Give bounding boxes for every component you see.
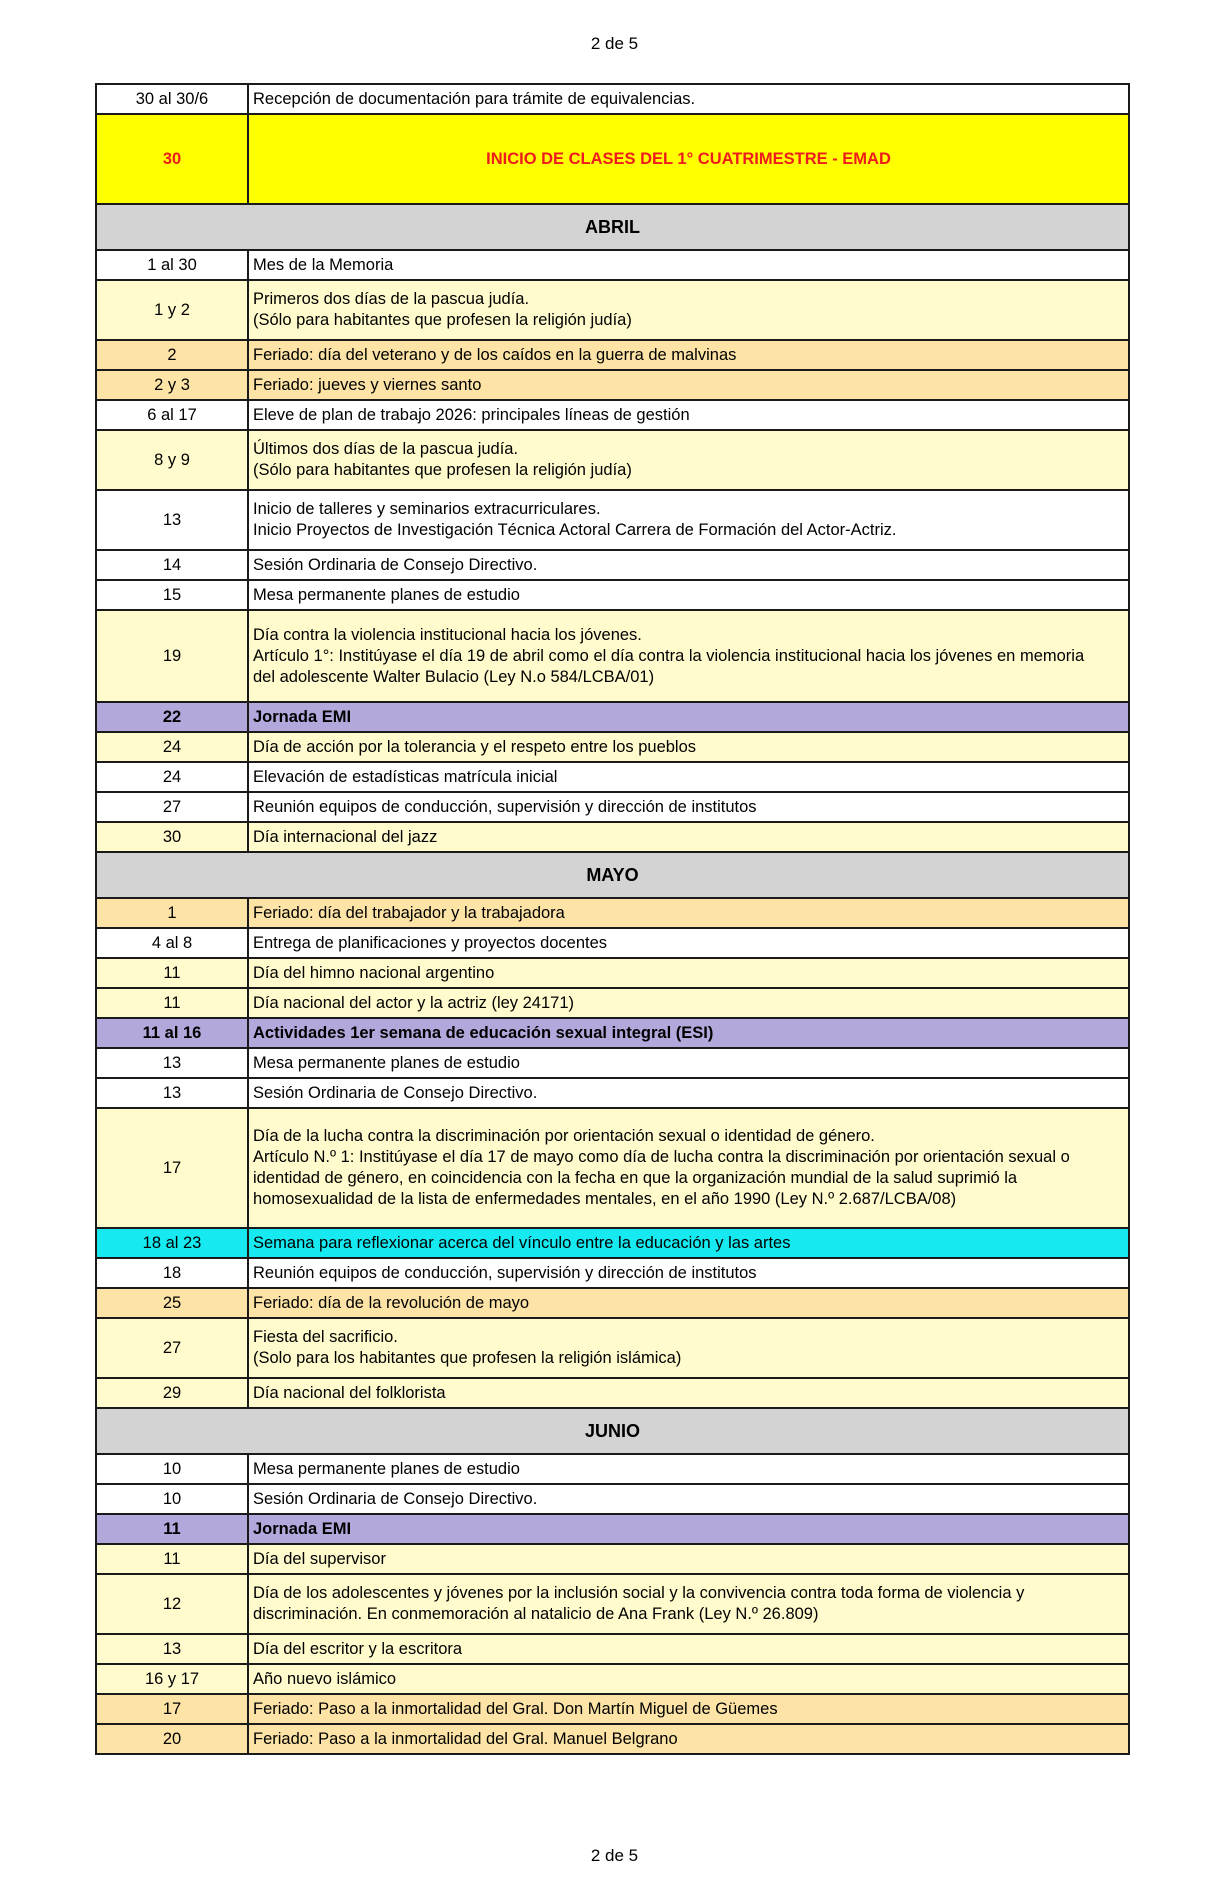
table-row: [96, 1514, 1129, 1544]
table-row: [96, 580, 1129, 610]
event-date: 27: [96, 792, 248, 822]
event-date: 13: [96, 1048, 248, 1078]
table-row: [96, 340, 1129, 370]
table-row: [96, 430, 1129, 490]
table-row: [96, 1664, 1129, 1694]
table-row: [96, 250, 1129, 280]
event-description: Jornada EMI: [248, 702, 1129, 732]
event-description: Reunión equipos de conducción, supervisión y dirección de institutos: [248, 1258, 1129, 1288]
event-description: Día nacional del actor y la actriz (ley 24171): [248, 988, 1129, 1018]
event-date: 2 y 3: [96, 370, 248, 400]
event-date: 6 al 17: [96, 400, 248, 430]
event-date: 1: [96, 898, 248, 928]
table-row: [96, 898, 1129, 928]
event-date: 25: [96, 1288, 248, 1318]
event-description: Día de los adolescentes y jóvenes por la inclusión social y la convivencia contra toda forma de violencia y discriminación. En conmemoración al natalicio de Ana Frank (Ley N.º 26.809): [248, 1574, 1129, 1634]
event-date: 18: [96, 1258, 248, 1288]
event-description: Feriado: Paso a la inmortalidad del Gral. Don Martín Miguel de Güemes: [248, 1694, 1129, 1724]
event-description: Feriado: día del veterano y de los caídos en la guerra de malvinas: [248, 340, 1129, 370]
event-date: 17: [96, 1108, 248, 1228]
page-number-bottom: 2 de 5: [590, 1846, 639, 1865]
table-row: [96, 84, 1129, 114]
event-description: Elevación de estadísticas matrícula inicial: [248, 762, 1129, 792]
event-description: Día del himno nacional argentino: [248, 958, 1129, 988]
table-row: [96, 1048, 1129, 1078]
event-description: Mes de la Memoria: [248, 250, 1129, 280]
event-description: Sesión Ordinaria de Consejo Directivo.: [248, 1078, 1129, 1108]
table-row: [96, 792, 1129, 822]
event-description: Feriado: jueves y viernes santo: [248, 370, 1129, 400]
table-row: [96, 280, 1129, 340]
table-row: [96, 1108, 1129, 1228]
month-title: ABRIL: [96, 204, 1129, 250]
event-description: Fiesta del sacrificio. (Solo para los habitantes que profesen la religión islámica): [248, 1318, 1129, 1378]
event-date: 8 y 9: [96, 430, 248, 490]
calendar-table: [95, 83, 1130, 1755]
event-description: Inicio de talleres y seminarios extracurriculares. Inicio Proyectos de Investigación Técnica Actoral Carrera de Formación del Actor-Actriz.: [248, 490, 1129, 550]
table-row: [96, 762, 1129, 792]
event-description: Sesión Ordinaria de Consejo Directivo.: [248, 550, 1129, 580]
table-row: [96, 550, 1129, 580]
event-description: Reunión equipos de conducción, supervisión y dirección de institutos: [248, 792, 1129, 822]
event-date: 1 y 2: [96, 280, 248, 340]
table-row: [96, 1694, 1129, 1724]
event-date: 12: [96, 1574, 248, 1634]
event-date: 30: [96, 822, 248, 852]
event-date: 16 y 17: [96, 1664, 248, 1694]
event-description: Año nuevo islámico: [248, 1664, 1129, 1694]
event-description: Mesa permanente planes de estudio: [248, 580, 1129, 610]
table-row: [96, 1288, 1129, 1318]
month-header-row: [96, 852, 1129, 898]
event-description: Día contra la violencia institucional hacia los jóvenes. Artículo 1°: Institúyase el día 19 de abril como el día contra la violencia institucional hacia los jóvenes en memoria del adolescente Walter Bulacio (Ley N.o 584/LCBA/01): [248, 610, 1129, 702]
event-description: Feriado: día de la revolución de mayo: [248, 1288, 1129, 1318]
table-row: [96, 114, 1129, 204]
event-date: 13: [96, 1634, 248, 1664]
event-date: 10: [96, 1484, 248, 1514]
table-row: [96, 1378, 1129, 1408]
table-row: [96, 988, 1129, 1018]
table-row: [96, 702, 1129, 732]
event-description: Jornada EMI: [248, 1514, 1129, 1544]
event-description: Día de acción por la tolerancia y el respeto entre los pueblos: [248, 732, 1129, 762]
table-row: [96, 370, 1129, 400]
event-date: 30: [96, 114, 248, 204]
event-date: 20: [96, 1724, 248, 1754]
table-row: [96, 1724, 1129, 1754]
event-description: Día del supervisor: [248, 1544, 1129, 1574]
table-row: [96, 1484, 1129, 1514]
event-description: Entrega de planificaciones y proyectos docentes: [248, 928, 1129, 958]
table-row: [96, 1228, 1129, 1258]
event-date: 24: [96, 732, 248, 762]
event-date: 19: [96, 610, 248, 702]
event-description: Día de la lucha contra la discriminación por orientación sexual o identidad de género. Artículo N.º 1: Institúyase el día 17 de mayo como día de lucha contra la discriminación por orientación sexual o identidad de género, en coincidencia con la fecha en que la organización mundial de la salud suprimió la homosexualidad de la lista de enfermedades mentales, en el año 1990 (Ley N.º 2.687/LCBA/08): [248, 1108, 1129, 1228]
event-date: 18 al 23: [96, 1228, 248, 1258]
event-date: 15: [96, 580, 248, 610]
table-row: [96, 400, 1129, 430]
month-header-row: [96, 1408, 1129, 1454]
table-row: [96, 1454, 1129, 1484]
table-row: [96, 822, 1129, 852]
table-row: [96, 928, 1129, 958]
event-date: 11: [96, 1544, 248, 1574]
table-row: [96, 490, 1129, 550]
table-row: [96, 1078, 1129, 1108]
event-date: 10: [96, 1454, 248, 1484]
month-title: MAYO: [96, 852, 1129, 898]
event-description: Mesa permanente planes de estudio: [248, 1454, 1129, 1484]
event-description: Sesión Ordinaria de Consejo Directivo.: [248, 1484, 1129, 1514]
table-row: [96, 1544, 1129, 1574]
event-description: Recepción de documentación para trámite de equivalencias.: [248, 84, 1129, 114]
table-row: [96, 1574, 1129, 1634]
event-description: Feriado: Paso a la inmortalidad del Gral. Manuel Belgrano: [248, 1724, 1129, 1754]
event-date: 11: [96, 958, 248, 988]
event-date: 1 al 30: [96, 250, 248, 280]
event-description: Actividades 1er semana de educación sexual integral (ESI): [248, 1018, 1129, 1048]
table-row: [96, 610, 1129, 702]
event-date: 17: [96, 1694, 248, 1724]
event-description: Primeros dos días de la pascua judía. (Sólo para habitantes que profesen la religión judía): [248, 280, 1129, 340]
event-date: 14: [96, 550, 248, 580]
table-row: [96, 1634, 1129, 1664]
month-title: JUNIO: [96, 1408, 1129, 1454]
table-row: [96, 732, 1129, 762]
event-date: 4 al 8: [96, 928, 248, 958]
event-description: Semana para reflexionar acerca del vínculo entre la educación y las artes: [248, 1228, 1129, 1258]
event-description: Últimos dos días de la pascua judía. (Sólo para habitantes que profesen la religión judía): [248, 430, 1129, 490]
event-date: 11: [96, 1514, 248, 1544]
event-description: Eleve de plan de trabajo 2026: principales líneas de gestión: [248, 400, 1129, 430]
event-date: 11: [96, 988, 248, 1018]
event-date: 27: [96, 1318, 248, 1378]
event-date: 2: [96, 340, 248, 370]
event-date: 13: [96, 1078, 248, 1108]
month-header-row: [96, 204, 1129, 250]
event-description: Día del escritor y la escritora: [248, 1634, 1129, 1664]
event-date: 13: [96, 490, 248, 550]
event-date: 24: [96, 762, 248, 792]
table-row: [96, 958, 1129, 988]
event-date: 11 al 16: [96, 1018, 248, 1048]
event-description: Mesa permanente planes de estudio: [248, 1048, 1129, 1078]
event-date: 29: [96, 1378, 248, 1408]
table-row: [96, 1258, 1129, 1288]
event-date: 30 al 30/6: [96, 84, 248, 114]
table-row: [96, 1318, 1129, 1378]
event-description: INICIO DE CLASES DEL 1° CUATRIMESTRE - EMAD: [248, 114, 1129, 204]
event-date: 22: [96, 702, 248, 732]
event-description: Día nacional del folklorista: [248, 1378, 1129, 1408]
table-row: [96, 1018, 1129, 1048]
page-number-top: 2 de 5: [590, 34, 639, 53]
event-description: Feriado: día del trabajador y la trabajadora: [248, 898, 1129, 928]
event-description: Día internacional del jazz: [248, 822, 1129, 852]
